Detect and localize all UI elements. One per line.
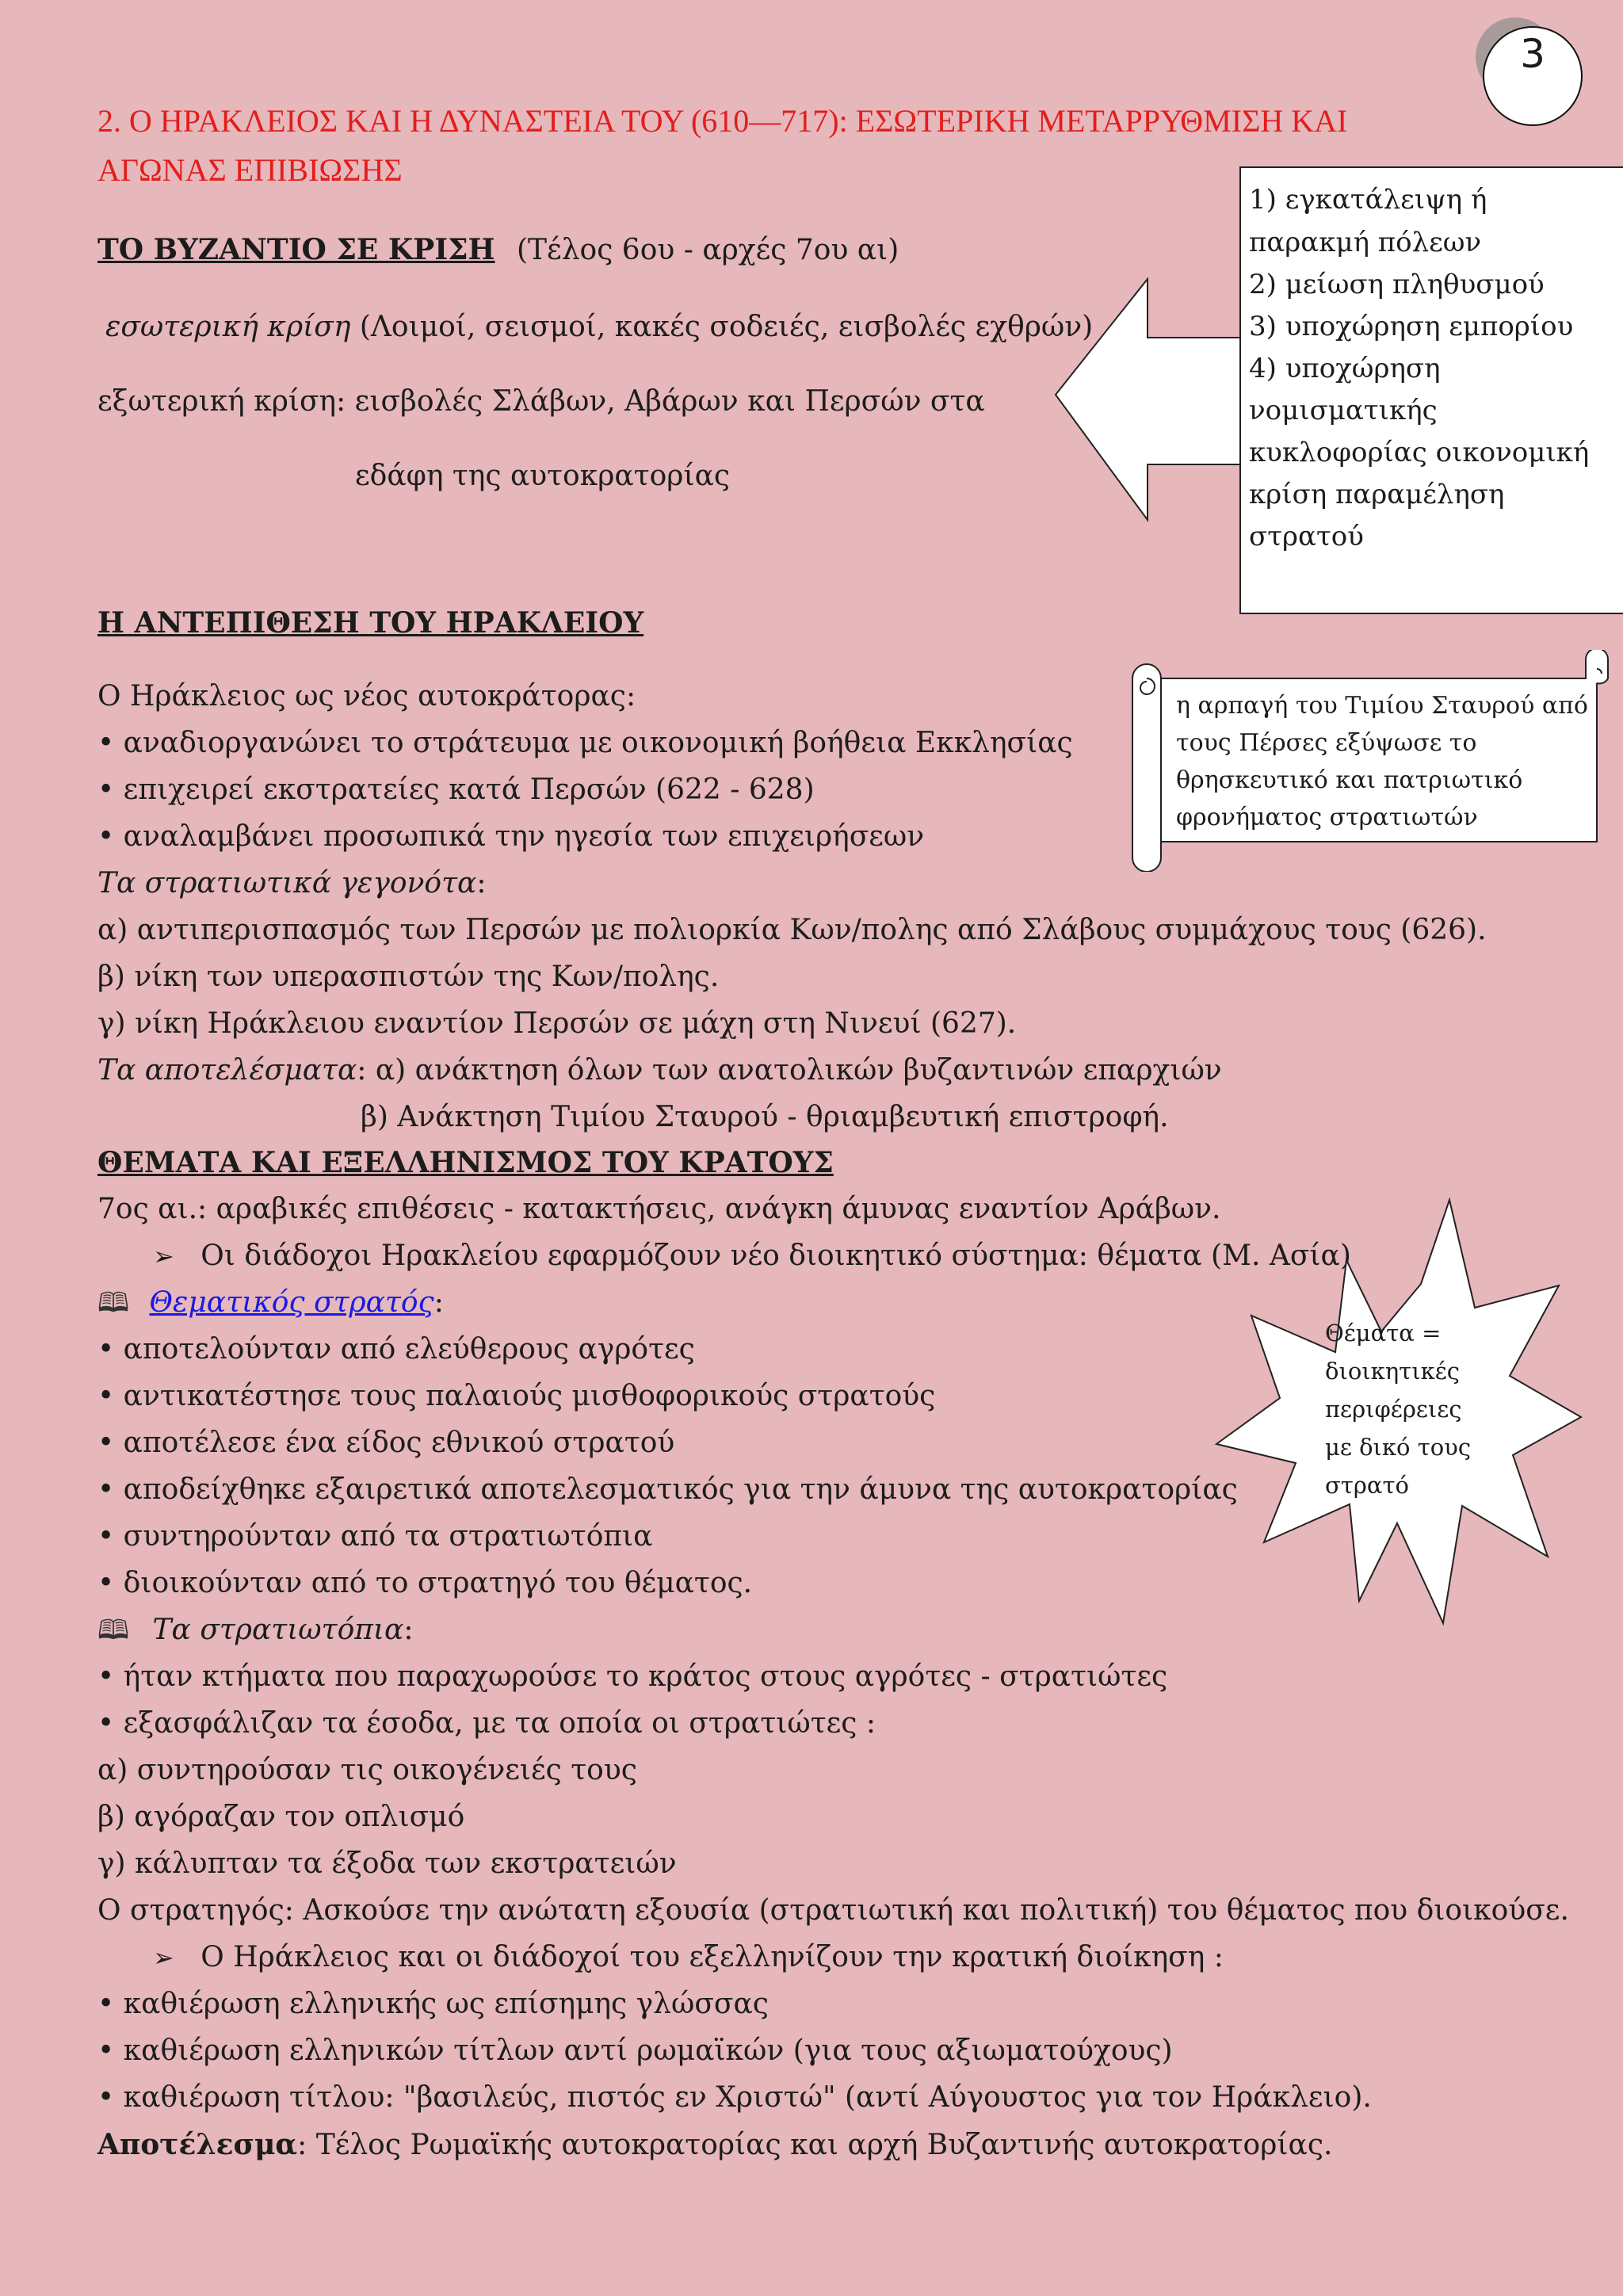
hellenization-bullet: • καθιέρωση ελληνικών τίτλων αντί ρωμαϊκών (για τους αξιωματούχους) [97,2034,1173,2067]
title-line-1: 2. Ο ΗΡΑΚΛΕΙΟΣ ΚΑΙ Η ΔΥΝΑΣΤΕΙΑ ΤΟΥ (610—717): ΕΣΩΤΕΡΙΚΗ ΜΕΤΑΡΡΥΘΜΙΣΗ ΚΑΙ [97,103,1348,139]
events-label-line [97,869,486,898]
hellenization-bullet: • καθιέρωση τίτλου: "βασιλεύς, πιστός εν Χριστώ" (αντί Αύγουστος για τον Ηράκλειο). [97,2081,1372,2114]
page-number: 3 [1520,31,1545,77]
thematic-bullet: • συντηρούνταν από τα στρατιωτόπια [97,1520,653,1553]
counter-heading: Η ΑΝΤΕΠΙΘΕΣΗ ΤΟΥ ΗΡΑΚΛΕΙΟΥ [97,606,644,640]
thematic-army-colon: : [433,1286,444,1319]
counter-intro: Ο Ηράκλειος ως νέος αυτοκράτορας: [97,680,636,712]
box-line: 2) μείωση πληθυσμού [1249,269,1545,300]
internal-crisis-text: (Λοιμοί, σεισμοί, κακές σοδειές, εισβολές εχθρών) [359,311,1094,343]
internal-crisis-label: εσωτερική κρίση [105,311,351,343]
internal-crisis [105,313,1093,342]
result-label: Αποτέλεσμα [97,2128,298,2161]
starburst-line: Θέματα = [1325,1320,1442,1347]
results-a: : α) ανάκτηση όλων των ανατολικών βυζαντινών επαρχιών [357,1054,1222,1087]
arrow-bullet-1 [153,1242,1351,1270]
result-line [97,2130,1332,2160]
stratiotopia-line: • ήταν κτήματα που παραχωρούσε το κράτος στους αγρότες - στρατιώτες [97,1660,1168,1693]
event-item: α) αντιπερισπασμός των Περσών με πολιορκία Κων/πολης από Σλάβους συμμάχους τους (626). [97,914,1487,946]
scroll-note-line: φρονήματος στρατιωτών [1176,804,1478,831]
starburst-line: στρατό [1325,1472,1409,1499]
box-line: 4) υποχώρηση [1249,353,1441,384]
stratiotopia-colon: : [403,1614,414,1646]
counter-bullet: • αναλαμβάνει προσωπικά την ηγεσία των επιχειρήσεων [97,820,925,853]
scroll-note-line: τους Πέρσες εξύψωσε το [1176,729,1477,757]
external-crisis-line-1: εξωτερική κρίση: εισβολές Σλάβων, Αβάρων και Περσών στα [97,385,985,418]
events-colon: : [476,867,487,900]
starburst-line: διοικητικές [1325,1358,1460,1385]
thematic-bullet: • αποτελούνταν από ελεύθερους αγρότες [97,1333,695,1366]
box-line: νομισματικής [1249,395,1438,426]
results-line-b: β) Ανάκτηση Τιμίου Σταυρού - θριαμβευτική επιστροφή. [361,1101,1169,1133]
box-line: παρακμή πόλεων [1249,227,1482,258]
thematic-bullet: • διοικούνταν από το στρατηγό του θέματος. [97,1567,753,1599]
box-line: στρατού [1249,521,1364,552]
thematic-bullet: • αποδείχθηκε εξαιρετικά αποτελεσματικός για την άμυνα της αυτοκρατορίας [97,1473,1238,1506]
counter-bullet: • επιχειρεί εκστρατείες κατά Περσών (622 - 628) [97,774,815,806]
box-line: 1) εγκατάλειψη ή [1249,184,1487,216]
stratiotopia-line: • εξασφάλιζαν τα έσοδα, με τα οποία οι στρατιώτες : [97,1707,876,1740]
scroll-shape [1121,650,1613,872]
result-text: : Τέλος Ρωμαϊκής αυτοκρατορίας και αρχή Βυζαντινής αυτοκρατορίας. [297,2129,1333,2161]
general-line: Ο στρατηγός: Ασκούσε την ανώτατη εξουσία (στρατιωτική και πολιτική) του θέματος που διοικούσε. [97,1894,1569,1927]
crisis-heading: ΤΟ ΒΥΖΑΝΤΙΟ ΣΕ ΚΡΙΣΗ [97,233,495,266]
results-line-a [97,1056,1222,1085]
arrow-bullet-icon: ➢ [153,1943,174,1973]
box-line: 3) υποχώρηση εμπορίου [1249,311,1574,342]
external-crisis-line-2: εδάφη της αυτοκρατορίας [355,460,731,492]
box-line: κυκλοφορίας οικονομική [1249,437,1590,468]
scroll-note-line: θρησκευτικό και πατριωτικό [1176,766,1523,794]
thematic-army-line [97,1286,444,1319]
starburst-line: περιφέρειες [1325,1396,1462,1423]
arrow-bullet-icon: ➢ [153,1241,174,1271]
crisis-heading-line [97,235,899,265]
counter-bullet: • αναδιοργανώνει το στράτευμα με οικονομική βοήθεια Εκκλησίας [97,727,1073,759]
stratiotopia-line: β) αγόραζαν τον οπλισμό [97,1801,465,1833]
book-icon: 🕮 [97,1614,130,1646]
thematic-army-link[interactable]: Θεματικός στρατός [149,1286,434,1319]
arrow-bullet-text: Ο Ηράκλειος και οι διάδοχοί του εξελληνίζουν την κρατική διοίκηση : [200,1941,1224,1973]
results-label: Τα αποτελέσματα [97,1054,357,1087]
arrow-bullet-2 [153,1943,1224,1972]
box-line: κρίση παραμέληση [1249,479,1505,510]
title-line-2: ΑΓΩΝΑΣ ΕΠΙΒΙΩΣΗΣ [97,152,403,188]
hellenization-bullet: • καθιέρωση ελληνικής ως επίσημης γλώσσας [97,1988,769,2020]
left-arrow-shape [1054,277,1244,523]
stratiotopia-label: Τα στρατιωτόπια [152,1614,404,1646]
crisis-period: (Τέλος 6ου - αρχές 7ου αι) [517,234,899,266]
scroll-note-line: η αρπαγή του Τιμίου Σταυρού από [1176,692,1588,720]
crisis-consequences-box [1239,166,1623,614]
event-item: β) νίκη των υπερασπιστών της Κων/πολης. [97,961,720,993]
starburst-line: με δικό τους [1325,1434,1472,1461]
stratiotopia-line: α) συντηρούσαν τις οικογένειές τους [97,1754,637,1786]
stratiotopia-line: γ) κάλυπταν τα έξοδα των εκστρατειών [97,1847,677,1880]
themes-heading: ΘΕΜΑΤΑ ΚΑΙ ΕΞΕΛΛΗΝΙΣΜΟΣ ΤΟΥ ΚΡΑΤΟΥΣ [97,1146,834,1179]
arrow-bullet-text: Οι διάδοχοι Ηρακλείου εφαρμόζουν νέο διοικητικό σύστημα: θέματα (Μ. Ασία) [200,1240,1351,1272]
stratiotopia-label-line [97,1616,413,1645]
thematic-bullet: • αποτέλεσε ένα είδος εθνικού στρατού [97,1427,675,1459]
book-icon: 🕮 [97,1287,130,1319]
thematic-bullet: • αντικατέστησε τους παλαιούς μισθοφορικούς στρατούς [97,1380,936,1412]
event-item: γ) νίκη Ηράκλειου εναντίον Περσών σε μάχη στη Νινευί (627). [97,1007,1017,1040]
themes-line-1: 7ος αι.: αραβικές επιθέσεις - κατακτήσεις, ανάγκη άμυνας εναντίον Αράβων. [97,1193,1221,1225]
events-label: Τα στρατιωτικά γεγονότα [97,867,477,900]
